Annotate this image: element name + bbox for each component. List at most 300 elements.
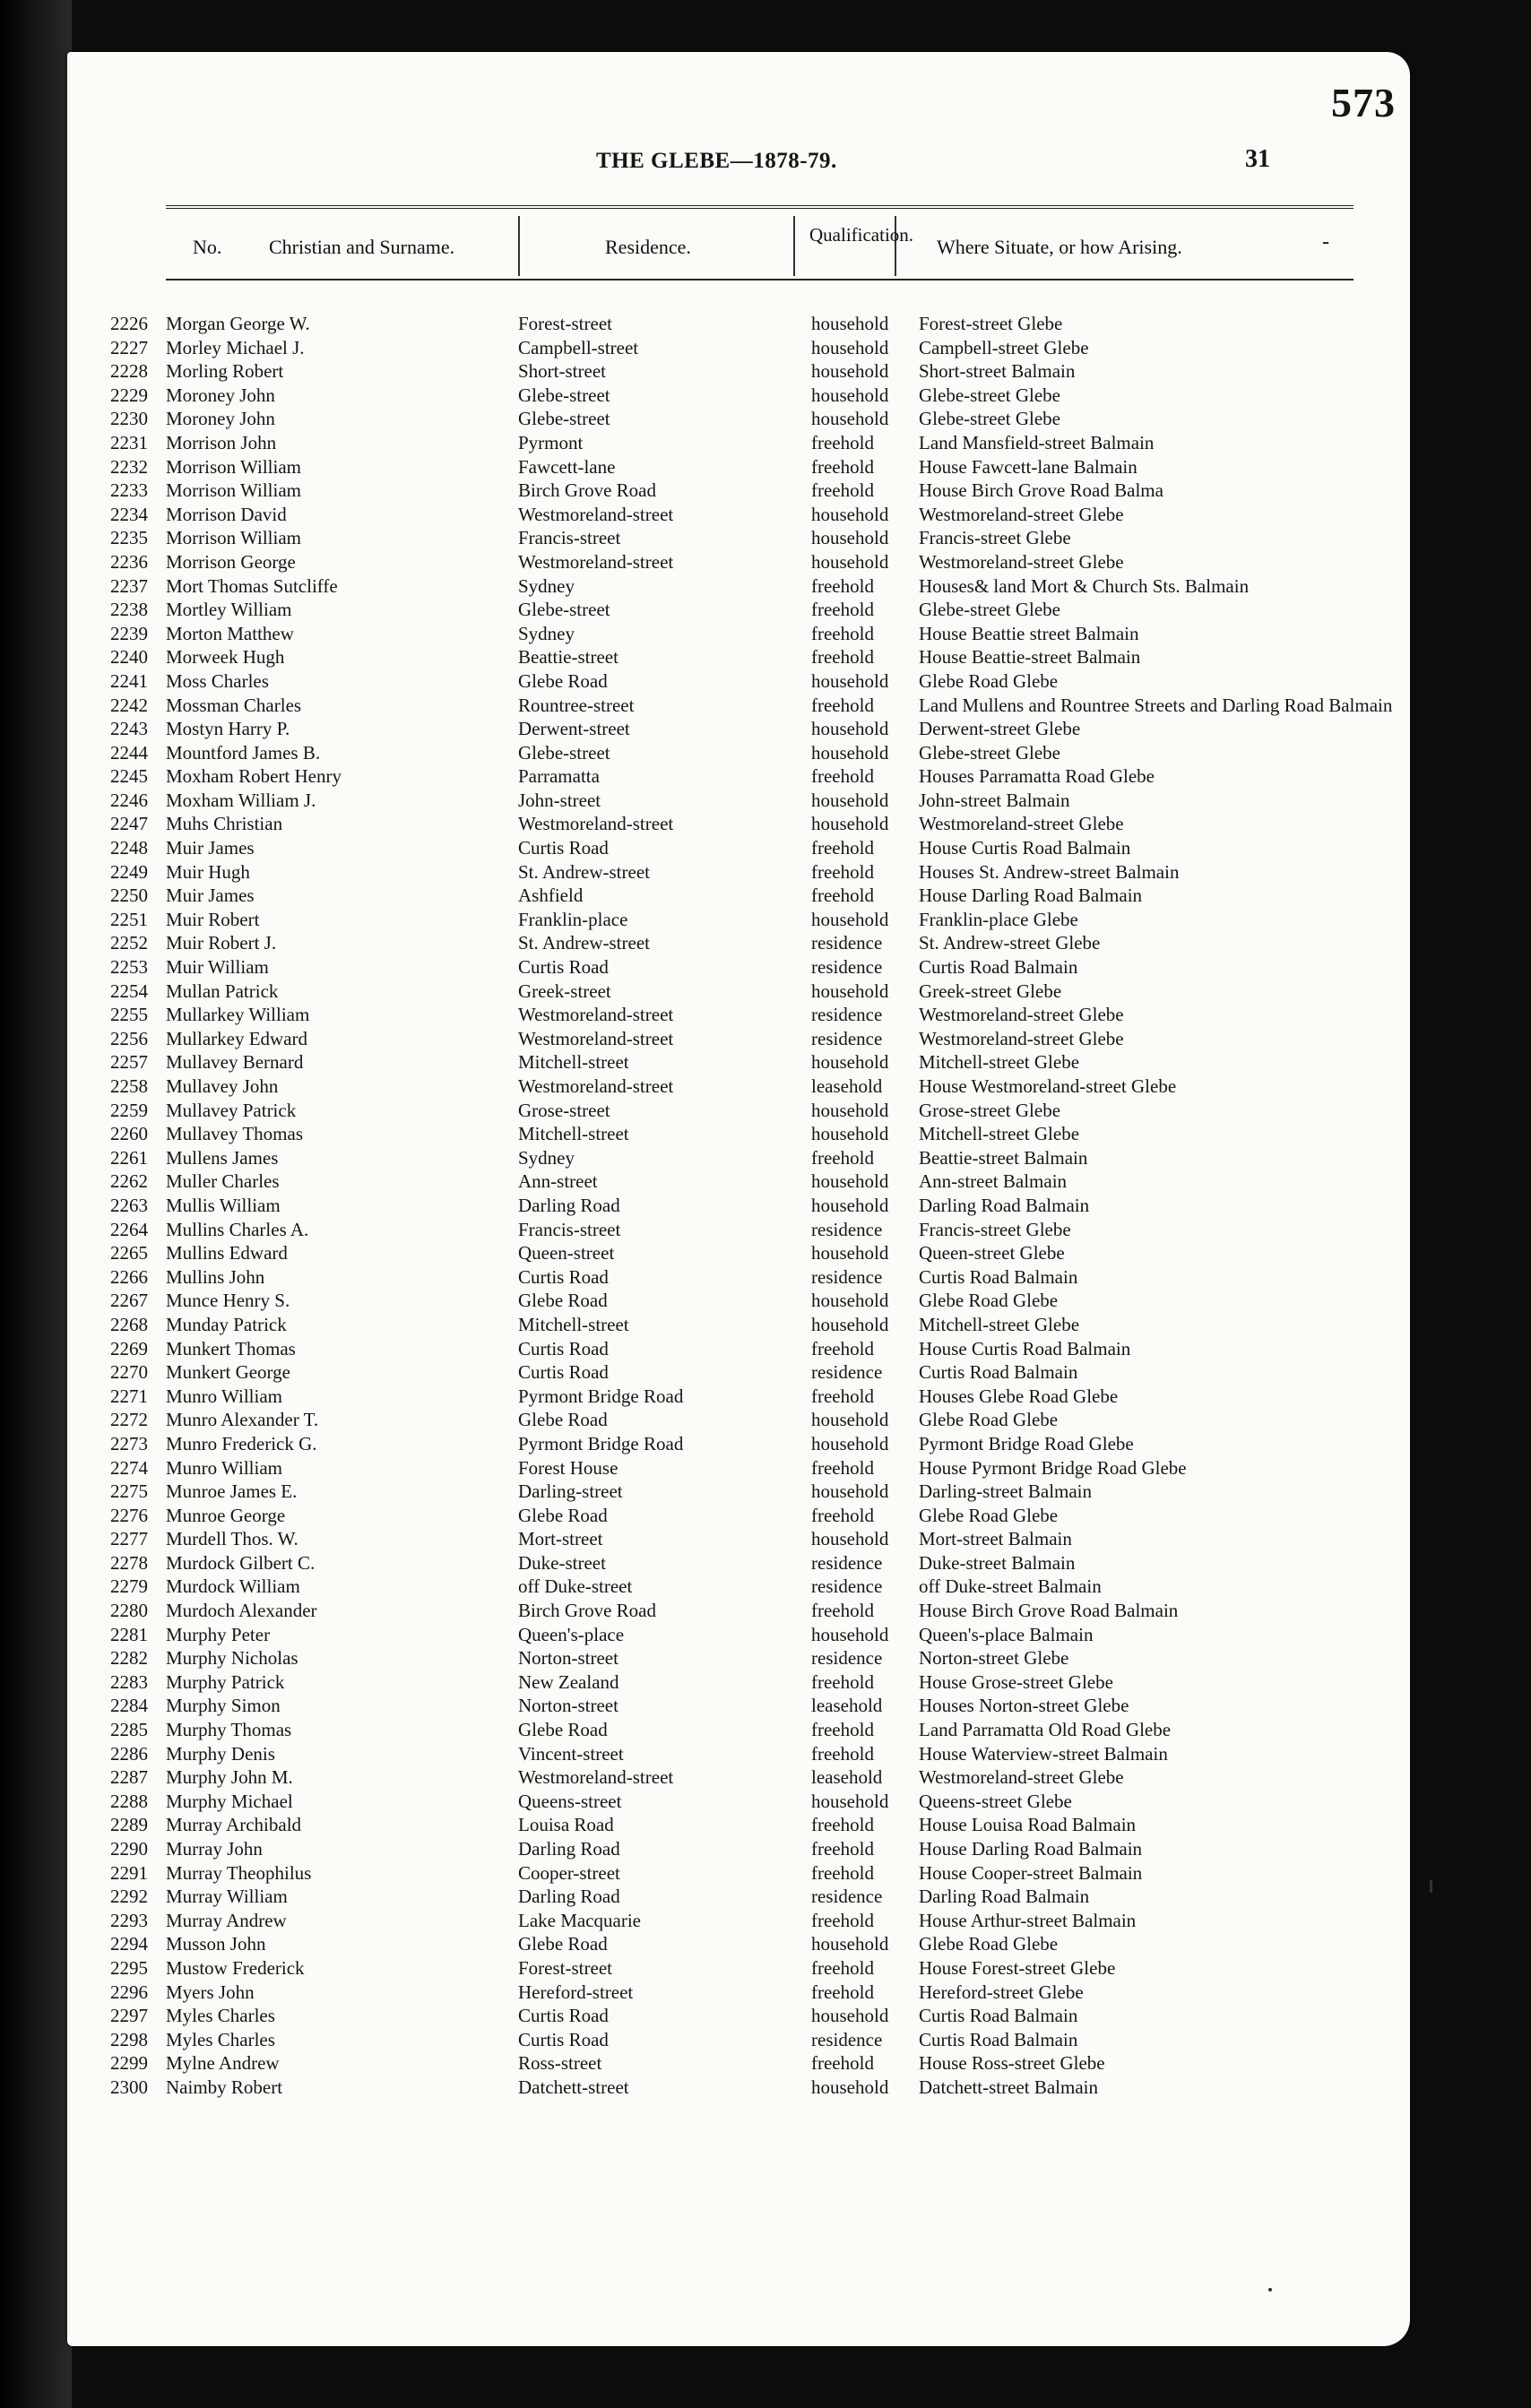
table-row bbox=[85, 2028, 1403, 2052]
entry-qualification: freehold bbox=[811, 837, 874, 859]
entry-qualification: household bbox=[811, 1480, 889, 1503]
entry-number: 2266 bbox=[110, 1265, 148, 1288]
entry-name: Morrison William bbox=[166, 527, 302, 549]
entry-qualification: residence bbox=[811, 1265, 883, 1288]
entry-residence: Datchett-street bbox=[518, 2076, 629, 2098]
entry-name: Mullavey Bernard bbox=[166, 1051, 304, 1074]
entry-where-situate: House Darling Road Balmain bbox=[919, 885, 1143, 907]
entry-qualification: household bbox=[811, 384, 889, 406]
entry-qualification: household bbox=[811, 718, 889, 740]
entry-name: Murray William bbox=[166, 1886, 288, 1908]
entry-residence: Westmoreland-street bbox=[518, 1075, 674, 1097]
entry-qualification: freehold bbox=[811, 1456, 874, 1479]
table-row bbox=[85, 1099, 1403, 1123]
entry-name: Munce Henry S. bbox=[166, 1290, 290, 1312]
entry-qualification: residence bbox=[811, 1361, 883, 1384]
entry-residence: Curtis Road bbox=[518, 956, 609, 979]
table-row bbox=[85, 526, 1403, 550]
entry-residence: Ann-street bbox=[518, 1170, 598, 1193]
entry-where-situate: Darling Road Balmain bbox=[919, 1194, 1090, 1216]
entry-name: Moxham Robert Henry bbox=[166, 765, 342, 788]
entry-where-situate: Hereford-street Glebe bbox=[919, 1981, 1084, 2003]
entry-name: Murphy Peter bbox=[166, 1623, 271, 1645]
entry-name: Murphy Michael bbox=[166, 1790, 293, 1812]
entry-number: 2278 bbox=[110, 1551, 148, 1574]
table-row bbox=[85, 622, 1403, 646]
entry-qualification: household bbox=[811, 2076, 889, 2098]
table-row bbox=[85, 2076, 1403, 2100]
entry-name: Mullins John bbox=[166, 1265, 265, 1288]
entry-number: 2252 bbox=[110, 932, 148, 954]
entry-where-situate: Glebe Road Glebe bbox=[919, 1933, 1059, 1955]
entry-name: Murphy Patrick bbox=[166, 1670, 285, 1693]
entry-name: Munroe George bbox=[166, 1504, 286, 1526]
entry-where-situate: Francis-street Glebe bbox=[919, 1218, 1071, 1240]
entry-name: Moss Charles bbox=[166, 669, 269, 692]
entry-where-situate: House Birch Grove Road Balma bbox=[919, 479, 1163, 502]
entry-number: 2251 bbox=[110, 908, 148, 930]
page-number: 573 bbox=[1331, 80, 1396, 125]
entry-number: 2293 bbox=[110, 1909, 148, 1931]
table-row bbox=[85, 764, 1403, 789]
table-row bbox=[85, 1623, 1403, 1647]
entry-name: Munkert Thomas bbox=[166, 1337, 296, 1359]
entry-name: Murray Archibald bbox=[166, 1814, 302, 1836]
table-row bbox=[85, 431, 1403, 455]
entry-qualification: residence bbox=[811, 1575, 883, 1598]
table-row bbox=[85, 2004, 1403, 2028]
entry-number: 2240 bbox=[110, 646, 148, 669]
entry-name: Murray Andrew bbox=[166, 1909, 287, 1931]
entry-name: Mullavey Patrick bbox=[166, 1099, 297, 1121]
entry-residence: Louisa Road bbox=[518, 1814, 614, 1836]
entry-number: 2260 bbox=[110, 1123, 148, 1145]
entry-number: 2248 bbox=[110, 837, 148, 859]
column-header-residence: Residence. bbox=[605, 236, 691, 258]
entry-number: 2259 bbox=[110, 1099, 148, 1121]
column-header-name: Christian and Surname. bbox=[269, 236, 455, 258]
entry-residence: Glebe-street bbox=[518, 384, 610, 406]
entry-name: Muir William bbox=[166, 956, 269, 979]
entry-where-situate: House Fawcett-lane Balmain bbox=[919, 455, 1137, 478]
entry-where-situate: Darling-street Balmain bbox=[919, 1480, 1093, 1503]
entry-name: Muir Hugh bbox=[166, 860, 250, 883]
header-bottom-rule bbox=[166, 279, 1354, 281]
entry-number: 2291 bbox=[110, 1861, 148, 1884]
entry-residence: Rountree-street bbox=[518, 694, 635, 716]
entry-number: 2288 bbox=[110, 1790, 148, 1812]
table-row bbox=[85, 1861, 1403, 1886]
entry-name: Mullens James bbox=[166, 1146, 279, 1169]
entry-name: Muir James bbox=[166, 885, 255, 907]
entry-number: 2245 bbox=[110, 765, 148, 788]
column-divider bbox=[518, 216, 520, 276]
entry-name: Mullarkey Edward bbox=[166, 1027, 308, 1049]
entry-where-situate: House Forest-street Glebe bbox=[919, 1956, 1116, 1979]
entry-residence: Glebe-street bbox=[518, 599, 610, 621]
table-row bbox=[85, 1169, 1403, 1194]
entry-number: 2292 bbox=[110, 1886, 148, 1908]
table-row bbox=[85, 1932, 1403, 1956]
entry-residence: Glebe Road bbox=[518, 1504, 608, 1526]
entry-number: 2232 bbox=[110, 455, 148, 478]
entry-name: Muir James bbox=[166, 837, 255, 859]
entry-name: Musson John bbox=[166, 1933, 266, 1955]
entry-where-situate: Land Parramatta Old Road Glebe bbox=[919, 1719, 1172, 1741]
table-row bbox=[85, 836, 1403, 860]
table-row bbox=[85, 1694, 1403, 1718]
entry-name: Murdock William bbox=[166, 1575, 300, 1598]
table-row bbox=[85, 789, 1403, 813]
entry-name: Muhs Christian bbox=[166, 813, 283, 835]
entry-number: 2236 bbox=[110, 550, 148, 573]
entry-residence: Sydney bbox=[518, 1146, 575, 1169]
entry-name: Moroney John bbox=[166, 408, 275, 430]
entry-qualification: household bbox=[811, 1290, 889, 1312]
entry-qualification: freehold bbox=[811, 1337, 874, 1359]
entry-residence: Francis-street bbox=[518, 1218, 621, 1240]
entry-where-situate: Datchett-street Balmain bbox=[919, 2076, 1099, 2098]
entry-number: 2243 bbox=[110, 718, 148, 740]
entry-qualification: freehold bbox=[811, 599, 874, 621]
table-row bbox=[85, 1551, 1403, 1575]
entry-qualification: leasehold bbox=[811, 1766, 883, 1789]
entry-qualification: leasehold bbox=[811, 1695, 883, 1717]
entry-qualification: household bbox=[811, 1313, 889, 1335]
entry-qualification: freehold bbox=[811, 1504, 874, 1526]
entry-qualification: household bbox=[811, 1170, 889, 1193]
table-row bbox=[85, 645, 1403, 669]
entry-qualification: freehold bbox=[811, 1838, 874, 1860]
entry-number: 2227 bbox=[110, 336, 148, 358]
entry-number: 2247 bbox=[110, 813, 148, 835]
entry-name: Naimby Robert bbox=[166, 2076, 283, 2098]
table-row bbox=[85, 694, 1403, 718]
entry-qualification: freehold bbox=[811, 1956, 874, 1979]
entry-where-situate: Queen-street Glebe bbox=[919, 1242, 1065, 1264]
table-row bbox=[85, 1909, 1403, 1933]
entry-qualification: household bbox=[811, 789, 889, 811]
column-header-no: No. bbox=[193, 236, 222, 258]
entry-where-situate: Glebe-street Glebe bbox=[919, 384, 1061, 406]
entry-name: Munday Patrick bbox=[166, 1313, 287, 1335]
entry-residence: Campbell-street bbox=[518, 336, 639, 358]
entry-residence: Mitchell-street bbox=[518, 1313, 629, 1335]
entry-qualification: household bbox=[811, 408, 889, 430]
entry-residence: Westmoreland-street bbox=[518, 1004, 674, 1026]
entry-where-situate: Glebe-street Glebe bbox=[919, 741, 1061, 764]
entry-name: Moroney John bbox=[166, 384, 275, 406]
table-row bbox=[85, 479, 1403, 503]
entry-name: Morrison William bbox=[166, 455, 302, 478]
entry-name: Murphy Thomas bbox=[166, 1719, 292, 1741]
entry-qualification: freehold bbox=[811, 1861, 874, 1884]
table-row bbox=[85, 1456, 1403, 1480]
entry-residence: Glebe Road bbox=[518, 1409, 608, 1431]
table-row bbox=[85, 1670, 1403, 1695]
entry-qualification: freehold bbox=[811, 1719, 874, 1741]
entry-name: Mostyn Harry P. bbox=[166, 718, 290, 740]
table-row bbox=[85, 359, 1403, 384]
entry-residence: Darling Road bbox=[518, 1886, 620, 1908]
entry-residence: Pyrmont bbox=[518, 431, 584, 453]
table-row bbox=[85, 550, 1403, 574]
entries-table bbox=[85, 312, 1403, 2100]
entry-qualification: household bbox=[811, 2005, 889, 2027]
entry-residence: New Zealand bbox=[518, 1670, 619, 1693]
entry-name: Mountford James B. bbox=[166, 741, 321, 764]
entry-qualification: household bbox=[811, 1409, 889, 1431]
entry-name: Mustow Frederick bbox=[166, 1956, 305, 1979]
entry-number: 2231 bbox=[110, 431, 148, 453]
entry-where-situate: Houses Parramatta Road Glebe bbox=[919, 765, 1155, 788]
entry-residence: Vincent-street bbox=[518, 1742, 624, 1765]
entry-qualification: household bbox=[811, 360, 889, 383]
table-row bbox=[85, 384, 1403, 408]
entry-residence: Westmoreland-street bbox=[518, 550, 674, 573]
entry-where-situate: Curtis Road Balmain bbox=[919, 1265, 1078, 1288]
entry-name: Murphy Simon bbox=[166, 1695, 281, 1717]
entry-qualification: freehold bbox=[811, 1600, 874, 1622]
entry-residence: Francis-street bbox=[518, 527, 621, 549]
entry-name: Mullarkey William bbox=[166, 1004, 310, 1026]
table-row bbox=[85, 1837, 1403, 1861]
table-row bbox=[85, 1408, 1403, 1432]
table-row bbox=[85, 1385, 1403, 1409]
entry-name: Morgan George W. bbox=[166, 313, 310, 334]
entry-where-situate: Queens-street Glebe bbox=[919, 1790, 1072, 1812]
entry-name: Myles Charles bbox=[166, 2005, 275, 2027]
entry-where-situate: Short-street Balmain bbox=[919, 360, 1076, 383]
entry-name: Muller Charles bbox=[166, 1170, 280, 1193]
entry-where-situate: Westmoreland-street Glebe bbox=[919, 1027, 1124, 1049]
entry-number: 2286 bbox=[110, 1742, 148, 1765]
entry-name: Morrison David bbox=[166, 503, 287, 525]
entry-number: 2262 bbox=[110, 1170, 148, 1193]
entry-residence: Norton-street bbox=[518, 1695, 618, 1717]
entry-name: Muir Robert J. bbox=[166, 932, 277, 954]
table-row bbox=[85, 1313, 1403, 1337]
entry-where-situate: Land Mansfield-street Balmain bbox=[919, 431, 1155, 453]
entry-number: 2250 bbox=[110, 885, 148, 907]
entry-qualification: residence bbox=[811, 1027, 883, 1049]
entry-number: 2271 bbox=[110, 1385, 148, 1407]
entry-qualification: household bbox=[811, 669, 889, 692]
table-row bbox=[85, 1075, 1403, 1099]
entry-where-situate: Glebe Road Glebe bbox=[919, 669, 1059, 692]
entry-where-situate: Curtis Road Balmain bbox=[919, 1361, 1078, 1384]
entry-qualification: freehold bbox=[811, 646, 874, 669]
scan-edge-shadow bbox=[0, 0, 72, 2408]
entry-where-situate: off Duke-street Balmain bbox=[919, 1575, 1102, 1598]
table-row bbox=[85, 1432, 1403, 1456]
entry-where-situate: Glebe Road Glebe bbox=[919, 1409, 1059, 1431]
entry-qualification: freehold bbox=[811, 479, 874, 502]
entry-where-situate: House Cooper-street Balmain bbox=[919, 1861, 1143, 1884]
entry-qualification: household bbox=[811, 1933, 889, 1955]
entry-where-situate: Westmoreland-street Glebe bbox=[919, 1766, 1124, 1789]
table-row bbox=[85, 598, 1403, 622]
entry-number: 2276 bbox=[110, 1504, 148, 1526]
entry-residence: Forest-street bbox=[518, 1956, 612, 1979]
entry-number: 2289 bbox=[110, 1814, 148, 1836]
table-row bbox=[85, 1050, 1403, 1075]
entry-name: Murdock Gilbert C. bbox=[166, 1551, 316, 1574]
entry-where-situate: Curtis Road Balmain bbox=[919, 2005, 1078, 2027]
table-row bbox=[85, 1480, 1403, 1504]
table-row bbox=[85, 1742, 1403, 1766]
entry-name: Murdoch Alexander bbox=[166, 1600, 317, 1622]
entry-number: 2254 bbox=[110, 980, 148, 1002]
entry-qualification: household bbox=[811, 1194, 889, 1216]
table-row bbox=[85, 884, 1403, 908]
entry-number: 2230 bbox=[110, 408, 148, 430]
entry-number: 2268 bbox=[110, 1313, 148, 1335]
running-title: THE GLEBE—1878-79. bbox=[596, 149, 837, 173]
entry-name: Mullan Patrick bbox=[166, 980, 279, 1002]
entry-residence: Greek-street bbox=[518, 980, 611, 1002]
entry-number: 2279 bbox=[110, 1575, 148, 1598]
entry-name: Mullis William bbox=[166, 1194, 281, 1216]
entry-name: Mortley William bbox=[166, 599, 292, 621]
entry-number: 2297 bbox=[110, 2005, 148, 2027]
entry-residence: Lake Macquarie bbox=[518, 1909, 642, 1931]
entry-residence: Sydney bbox=[518, 574, 575, 597]
entry-residence: John-street bbox=[518, 789, 601, 811]
entry-number: 2283 bbox=[110, 1670, 148, 1693]
table-row bbox=[85, 1981, 1403, 2005]
entry-residence: Ashfield bbox=[518, 885, 584, 907]
entry-qualification: residence bbox=[811, 1218, 883, 1240]
entry-residence: Westmoreland-street bbox=[518, 813, 674, 835]
entry-where-situate: Duke-street Balmain bbox=[919, 1551, 1076, 1574]
entry-number: 2238 bbox=[110, 599, 148, 621]
entry-where-situate: Ann-street Balmain bbox=[919, 1170, 1068, 1193]
entry-number: 2275 bbox=[110, 1480, 148, 1503]
entry-where-situate: House Birch Grove Road Balmain bbox=[919, 1600, 1179, 1622]
header-trailing-mark: - bbox=[1322, 230, 1329, 254]
entry-number: 2239 bbox=[110, 622, 148, 644]
table-row bbox=[85, 669, 1403, 694]
entry-qualification: residence bbox=[811, 2028, 883, 2050]
table-row bbox=[85, 1885, 1403, 1909]
entry-number: 2261 bbox=[110, 1146, 148, 1169]
entry-name: Munroe James E. bbox=[166, 1480, 298, 1503]
entry-qualification: household bbox=[811, 741, 889, 764]
entry-where-situate: Houses Norton-street Glebe bbox=[919, 1695, 1129, 1717]
entry-where-situate: Derwent-street Glebe bbox=[919, 718, 1081, 740]
entry-residence: Mitchell-street bbox=[518, 1051, 629, 1074]
entry-name: Murray John bbox=[166, 1838, 263, 1860]
entry-where-situate: House Westmoreland-street Glebe bbox=[919, 1075, 1177, 1097]
entry-residence: Hereford-street bbox=[518, 1981, 634, 2003]
entry-where-situate: House Louisa Road Balmain bbox=[919, 1814, 1137, 1836]
entry-number: 2290 bbox=[110, 1838, 148, 1860]
entry-qualification: freehold bbox=[811, 1814, 874, 1836]
entry-where-situate: House Beattie-street Balmain bbox=[919, 646, 1141, 669]
entry-name: Murphy Denis bbox=[166, 1742, 275, 1765]
table-row bbox=[85, 1122, 1403, 1146]
entry-qualification: freehold bbox=[811, 885, 874, 907]
entry-number: 2272 bbox=[110, 1409, 148, 1431]
entry-name: Munro William bbox=[166, 1385, 283, 1407]
table-row bbox=[85, 1289, 1403, 1313]
table-row bbox=[85, 1337, 1403, 1361]
entry-number: 2246 bbox=[110, 789, 148, 811]
entry-residence: Curtis Road bbox=[518, 1337, 609, 1359]
entry-number: 2277 bbox=[110, 1528, 148, 1550]
entry-number: 2229 bbox=[110, 384, 148, 406]
entry-name: Murphy Nicholas bbox=[166, 1647, 298, 1670]
entry-number: 2235 bbox=[110, 527, 148, 549]
entry-qualification: household bbox=[811, 550, 889, 573]
entry-residence: Birch Grove Road bbox=[518, 1600, 656, 1622]
entry-number: 2234 bbox=[110, 503, 148, 525]
entry-where-situate: Campbell-street Glebe bbox=[919, 336, 1089, 358]
entry-name: Muir Robert bbox=[166, 908, 260, 930]
entry-number: 2226 bbox=[110, 313, 148, 334]
entry-number: 2265 bbox=[110, 1242, 148, 1264]
entry-qualification: household bbox=[811, 980, 889, 1002]
entry-qualification: household bbox=[811, 503, 889, 525]
entry-qualification: household bbox=[811, 1099, 889, 1121]
table-row bbox=[85, 1194, 1403, 1218]
table-row bbox=[85, 407, 1403, 431]
table-row bbox=[85, 503, 1403, 527]
entry-where-situate: House Curtis Road Balmain bbox=[919, 837, 1131, 859]
entry-name: Mullavey Thomas bbox=[166, 1123, 304, 1145]
entry-residence: Beattie-street bbox=[518, 646, 618, 669]
column-header-where: Where Situate, or how Arising. bbox=[937, 236, 1182, 258]
table-row bbox=[85, 812, 1403, 836]
entry-residence: Mitchell-street bbox=[518, 1123, 629, 1145]
entry-name: Mullins Edward bbox=[166, 1242, 288, 1264]
entry-residence: Ross-street bbox=[518, 2052, 602, 2075]
entry-name: Morrison John bbox=[166, 431, 277, 453]
table-row bbox=[85, 1146, 1403, 1170]
entry-number: 2269 bbox=[110, 1337, 148, 1359]
entry-qualification: household bbox=[811, 813, 889, 835]
entry-where-situate: House Darling Road Balmain bbox=[919, 1838, 1143, 1860]
entry-name: Mylne Andrew bbox=[166, 2052, 280, 2075]
entry-number: 2281 bbox=[110, 1623, 148, 1645]
entry-qualification: household bbox=[811, 1432, 889, 1454]
table-row bbox=[85, 336, 1403, 360]
entry-number: 2241 bbox=[110, 669, 148, 692]
entry-qualification: freehold bbox=[811, 2052, 874, 2075]
entry-where-situate: Darling Road Balmain bbox=[919, 1886, 1090, 1908]
table-row bbox=[85, 860, 1403, 885]
entry-number: 2274 bbox=[110, 1456, 148, 1479]
entry-qualification: household bbox=[811, 1790, 889, 1812]
entry-where-situate: Houses Glebe Road Glebe bbox=[919, 1385, 1119, 1407]
entry-name: Munro Alexander T. bbox=[166, 1409, 319, 1431]
entry-residence: Parramatta bbox=[518, 765, 600, 788]
entry-number: 2294 bbox=[110, 1933, 148, 1955]
entry-qualification: household bbox=[811, 1242, 889, 1264]
entry-residence: Queen's-place bbox=[518, 1623, 625, 1645]
entry-residence: Queens-street bbox=[518, 1790, 622, 1812]
register-page bbox=[67, 52, 1410, 2346]
entry-where-situate: House Arthur-street Balmain bbox=[919, 1909, 1137, 1931]
table-row bbox=[85, 1527, 1403, 1551]
table-row bbox=[85, 955, 1403, 980]
entry-where-situate: John-street Balmain bbox=[919, 789, 1070, 811]
table-row bbox=[85, 1813, 1403, 1837]
entry-qualification: residence bbox=[811, 1004, 883, 1026]
entry-number: 2249 bbox=[110, 860, 148, 883]
entry-where-situate: Pyrmont Bridge Road Glebe bbox=[919, 1432, 1134, 1454]
